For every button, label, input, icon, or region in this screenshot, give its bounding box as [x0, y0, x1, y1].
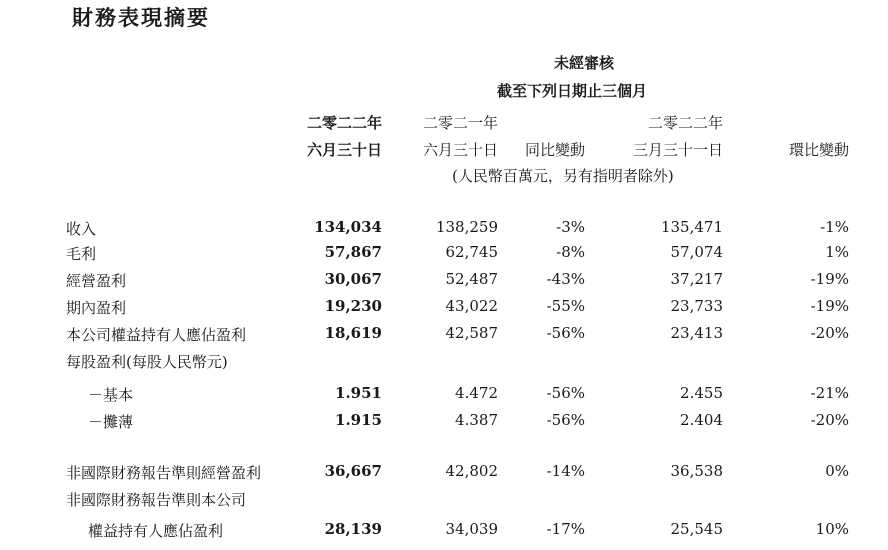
row-label: 收入 [66, 220, 97, 238]
cell: 62,745 [445, 243, 498, 261]
table-row [0, 324, 888, 348]
cell: 135,471 [660, 218, 723, 236]
cell: -56% [546, 411, 585, 429]
cell: 18,619 [324, 324, 382, 342]
cell: 4.387 [455, 411, 498, 429]
cell: 0% [825, 462, 849, 480]
cell: 1% [825, 243, 849, 261]
cell: -19% [810, 270, 849, 288]
cell: -56% [546, 324, 585, 342]
cell: -8% [556, 243, 585, 261]
unit-note: (人民幣百萬元，另有指明者除外) [452, 167, 674, 185]
page-title: 財務表現摘要 [72, 6, 210, 30]
row-label: 非國際財務報告準則經營盈利 [66, 464, 262, 482]
period-label: 截至下列日期止三個月 [497, 82, 648, 100]
cell: 36,667 [324, 462, 382, 480]
cell: 34,039 [445, 520, 498, 538]
col2-date: 六月三十日 [422, 141, 498, 159]
row-label: －攤薄 [88, 413, 134, 431]
table-row [0, 218, 888, 242]
col3-yoy: 同比變動 [524, 141, 585, 159]
cell: -43% [546, 270, 585, 288]
table-row [0, 270, 888, 294]
table-row [0, 462, 888, 486]
cell: 57,867 [324, 243, 382, 261]
cell: 30,067 [324, 270, 382, 288]
table-row [0, 520, 888, 544]
col2-year: 二零二一年 [422, 114, 498, 132]
col4-date: 三月三十一日 [632, 141, 723, 159]
cell: 36,538 [670, 462, 723, 480]
cell: 134,034 [314, 218, 382, 236]
col1-date: 六月三十日 [306, 141, 382, 159]
row-label: 每股盈利(每股人民幣元) [66, 353, 228, 371]
cell: 28,139 [324, 520, 382, 538]
cell: 57,074 [670, 243, 723, 261]
cell: -19% [810, 297, 849, 315]
cell: -14% [546, 462, 585, 480]
row-label: 非國際財務報告準則本公司 [66, 491, 247, 509]
unaudited-label: 未經審核 [554, 54, 615, 72]
cell: 4.472 [455, 384, 498, 402]
cell: 42,802 [445, 462, 498, 480]
cell: 138,259 [435, 218, 498, 236]
cell: 2.404 [680, 411, 723, 429]
row-label: 期內盈利 [66, 299, 127, 317]
table-row [0, 489, 888, 513]
cell: 43,022 [445, 297, 498, 315]
table-row [0, 384, 888, 408]
cell: -1% [820, 218, 849, 236]
table-row [0, 411, 888, 435]
cell: -21% [810, 384, 849, 402]
cell: 23,733 [670, 297, 723, 315]
cell: 10% [815, 520, 849, 538]
col1-year: 二零二二年 [306, 114, 382, 132]
row-label: 經營盈利 [66, 272, 127, 290]
cell: 37,217 [670, 270, 723, 288]
cell: -17% [546, 520, 585, 538]
cell: -3% [556, 218, 585, 236]
row-label: －基本 [88, 386, 134, 404]
col4-year: 二零二二年 [647, 114, 723, 132]
cell: -20% [810, 324, 849, 342]
cell: 1.915 [335, 411, 382, 429]
table-row [0, 297, 888, 321]
cell: -56% [546, 384, 585, 402]
row-label: 本公司權益持有人應佔盈利 [66, 326, 247, 344]
cell: -20% [810, 411, 849, 429]
table-row [0, 243, 888, 267]
table-row [0, 351, 888, 375]
cell: 42,587 [445, 324, 498, 342]
cell: 23,413 [670, 324, 723, 342]
cell: 19,230 [324, 297, 382, 315]
cell: 1.951 [335, 384, 382, 402]
cell: 52,487 [445, 270, 498, 288]
cell: 2.455 [680, 384, 723, 402]
col5-qoq: 環比變動 [788, 141, 849, 159]
cell: 25,545 [670, 520, 723, 538]
row-label: 毛利 [66, 245, 97, 263]
cell: -55% [546, 297, 585, 315]
row-label: 權益持有人應佔盈利 [88, 522, 224, 540]
